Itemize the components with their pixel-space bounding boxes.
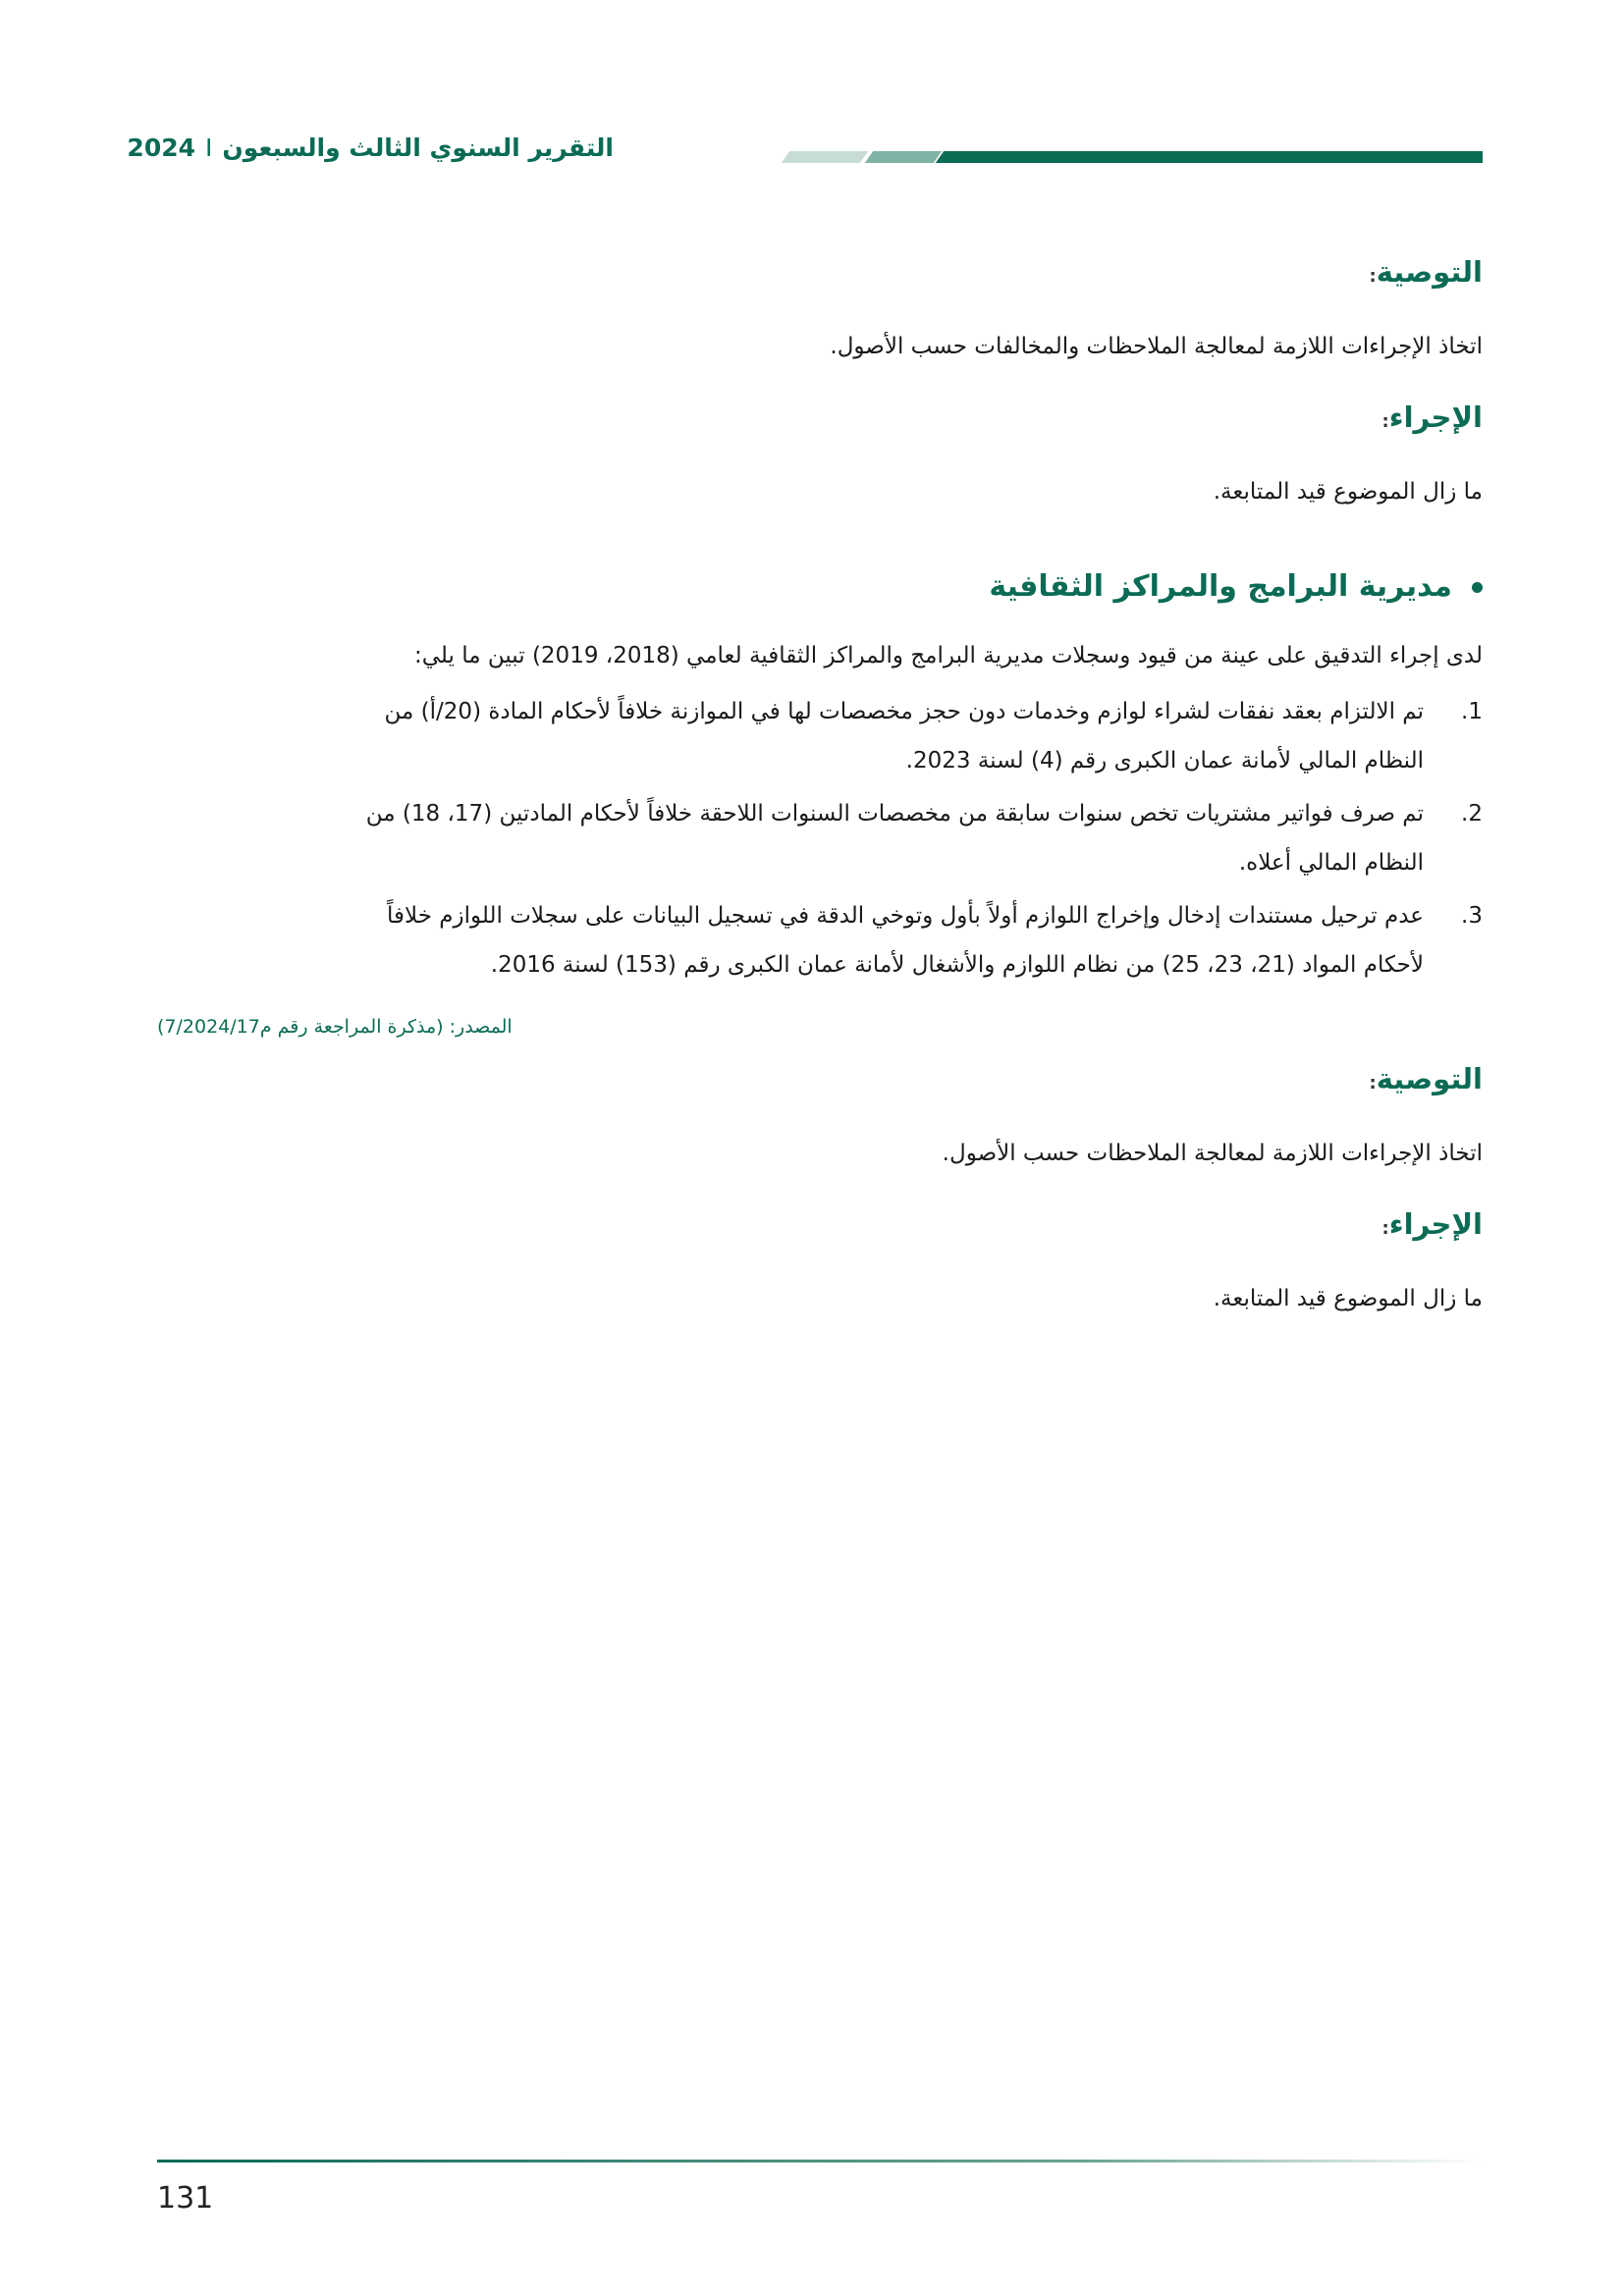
recommendation-heading-a: التوصية: [1369,255,1483,289]
recommendation-text-b: اتخاذ الإجراءات اللازمة لمعالجة الملاحظات حسب الأصول. [942,1141,1483,1166]
recommendation-heading-b: التوصية: [1369,1062,1483,1095]
list-item-number: 1. [1461,699,1483,724]
footer-divider [157,2160,1483,2163]
list-item-line: تم الالتزام بعقد نفقات لشراء لوازم وخدمات دون حجز مخصصات لها في الموازنة خلافاً لأحكام المادة (20/أ) من [384,699,1424,724]
action-heading-text: الإجراء [1388,1207,1483,1241]
action-text-a: ما زال الموضوع قيد المتابعة. [1213,479,1483,505]
list-item [157,687,1483,785]
list-item-number: 3. [1461,903,1483,929]
list-item-number: 2. [1461,801,1483,827]
list-item-line: النظام المالي لأمانة عمان الكبرى رقم (4) لسنة 2023. [905,748,1424,774]
list-item [157,891,1483,989]
recommendation-heading-text: التوصية [1376,1062,1483,1095]
report-title: التقرير السنوي الثالث والسبعون [222,133,614,162]
bullet-icon [1472,582,1483,593]
action-text-b: ما زال الموضوع قيد المتابعة. [1213,1286,1483,1311]
directorate-title [989,569,1483,604]
recommendation-text-a: اتخاذ الإجراءات اللازمة لمعالجة الملاحظات والمخالفات حسب الأصول. [830,334,1483,359]
list-item-line: لأحكام المواد (21، 23، 25) من نظام اللوازم والأشغال لأمانة عمان الكبرى رقم (153) لسنة 2016. [490,952,1424,978]
header-stripe-dark [947,151,1483,163]
page-header [127,133,1483,173]
findings-list [157,687,1483,993]
header-separator: I [205,133,213,162]
list-item [157,789,1483,887]
report-year: 2024 [127,133,196,162]
action-heading-text: الإجراء [1388,400,1483,434]
report-title-bar [127,133,614,162]
page-number: 131 [157,2181,214,2216]
list-item-line: النظام المالي أعلاه. [1238,850,1424,876]
list-item-line: عدم ترحيل مستندات إدخال وإخراج اللوازم أولاً بأول وتوخي الدقة في تسجيل البيانات على سجلات اللوازم خلافاً [387,903,1424,929]
source-note: المصدر: (مذكرة المراجعة رقم م7/2024/17) [157,1016,513,1038]
directorate-intro: لدى إجراء التدقيق على عينة من قيود وسجلات مديرية البرامج والمراكز الثقافية لعامي (2018، 2019) تبين ما يلي: [413,643,1483,668]
action-heading-a: الإجراء: [1381,400,1483,434]
recommendation-heading-text: التوصية [1376,255,1483,289]
header-stripe-light [865,151,942,163]
list-item-line: تم صرف فواتير مشتريات تخص سنوات سابقة من مخصصات السنوات اللاحقة خلافاً لأحكام المادتين (17، 18) من [365,801,1424,827]
action-heading-b: الإجراء: [1381,1207,1483,1241]
directorate-title-text: مديرية البرامج والمراكز الثقافية [989,569,1452,604]
header-stripe-pale [782,151,868,163]
